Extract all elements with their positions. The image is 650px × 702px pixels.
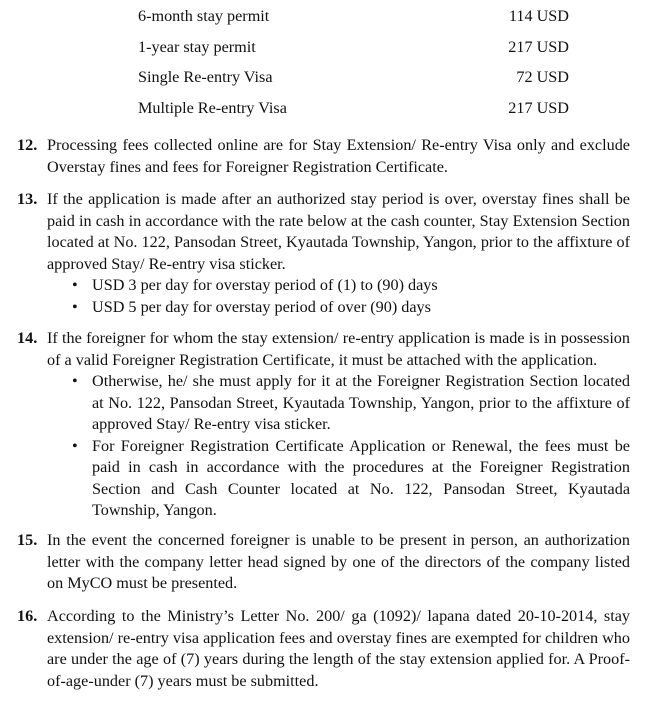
bullet-icon: • xyxy=(72,297,78,316)
fee-row-1-year xyxy=(138,37,569,68)
bullet-item xyxy=(72,436,630,522)
item-text: If the application is made after an authorized stay period is over, overstay fines shall be paid in cash in accordance with the rate below at the cash counter, Stay Extension Section located at No. 122, Pansodan Street, Kyautada Township, Yangon, prior to the affixture of approved Stay/ Re-entry visa sticker. xyxy=(47,190,630,273)
item-number: 12. xyxy=(17,136,38,154)
fee-amount: 217 USD xyxy=(508,98,569,117)
item-text: In the event the concerned foreigner is unable to be present in person, an authorization letter with the company letter head signed by one of the directors of the company listed on MyCO must be presented. xyxy=(47,531,630,592)
fee-amount: 114 USD xyxy=(508,7,569,25)
bullet-text: USD 3 per day for overstay period of (1) to (90) days xyxy=(92,276,438,294)
list-item-12 xyxy=(17,135,630,178)
bullet-item xyxy=(72,275,630,297)
list-item-15 xyxy=(17,530,630,595)
bullet-text: USD 5 per day for overstay period of over (90) days xyxy=(92,297,431,316)
list-item-13 xyxy=(17,189,630,318)
fee-name: Single Re-entry Visa xyxy=(138,68,273,86)
item-number: 16. xyxy=(17,607,38,625)
bullet-icon: • xyxy=(72,436,78,455)
fee-row-single-reentry xyxy=(138,67,569,98)
list-item-14 xyxy=(17,328,630,522)
item-text: According to the Ministry’s Letter No. 200/ ga (1092)/ lapana dated 20-10-2014, stay extension/ re-entry visa application fees and overstay fines are exempted for children who are under the age of (7) years during the length of the stay extension applied for. A Proof-of-age-under (7) years must be submitted. xyxy=(47,607,630,690)
item-number: 15. xyxy=(17,531,38,549)
bullet-item xyxy=(72,371,630,436)
bullet-icon: • xyxy=(72,276,78,294)
bullet-text: Otherwise, he/ she must apply for it at the Foreigner Registration Section located at No. 122, Pansodan Street, Kyautada Township, Yangon, prior to the affixture of approved Stay/ Re-entry visa sticker. xyxy=(92,372,630,433)
fee-table xyxy=(138,6,569,128)
bullet-item xyxy=(72,297,630,319)
bullet-icon: • xyxy=(72,372,78,390)
item-text: If the foreigner for whom the stay extension/ re-entry application is made is in possession of a valid Foreigner Registration Certificate, it must be attached with the application. xyxy=(47,329,630,369)
item-text: Processing fees collected online are for Stay Extension/ Re-entry Visa only and exclude Overstay fines and fees for Foreigner Registration Certificate. xyxy=(47,136,630,176)
fee-name: Multiple Re-entry Visa xyxy=(138,98,287,117)
fee-amount: 217 USD xyxy=(508,37,569,56)
fee-name: 6-month stay permit xyxy=(138,7,270,25)
item-number: 14. xyxy=(17,329,38,347)
fee-row-multiple-reentry xyxy=(138,98,569,129)
fee-row-6-month xyxy=(138,6,569,37)
fee-name: 1-year stay permit xyxy=(138,37,256,56)
list-item-16 xyxy=(17,606,630,692)
bullet-list xyxy=(72,371,630,522)
bullet-text: For Foreigner Registration Certificate Application or Renewal, the fees must be paid in cash in accordance with the procedures at the Foreigner Registration Section and Cash Counter located at No. 122, Pansodan Street, Kyautada Township, Yangon. xyxy=(92,436,630,519)
item-number: 13. xyxy=(17,190,38,208)
fee-amount: 72 USD xyxy=(516,68,569,86)
bullet-list xyxy=(72,275,630,318)
